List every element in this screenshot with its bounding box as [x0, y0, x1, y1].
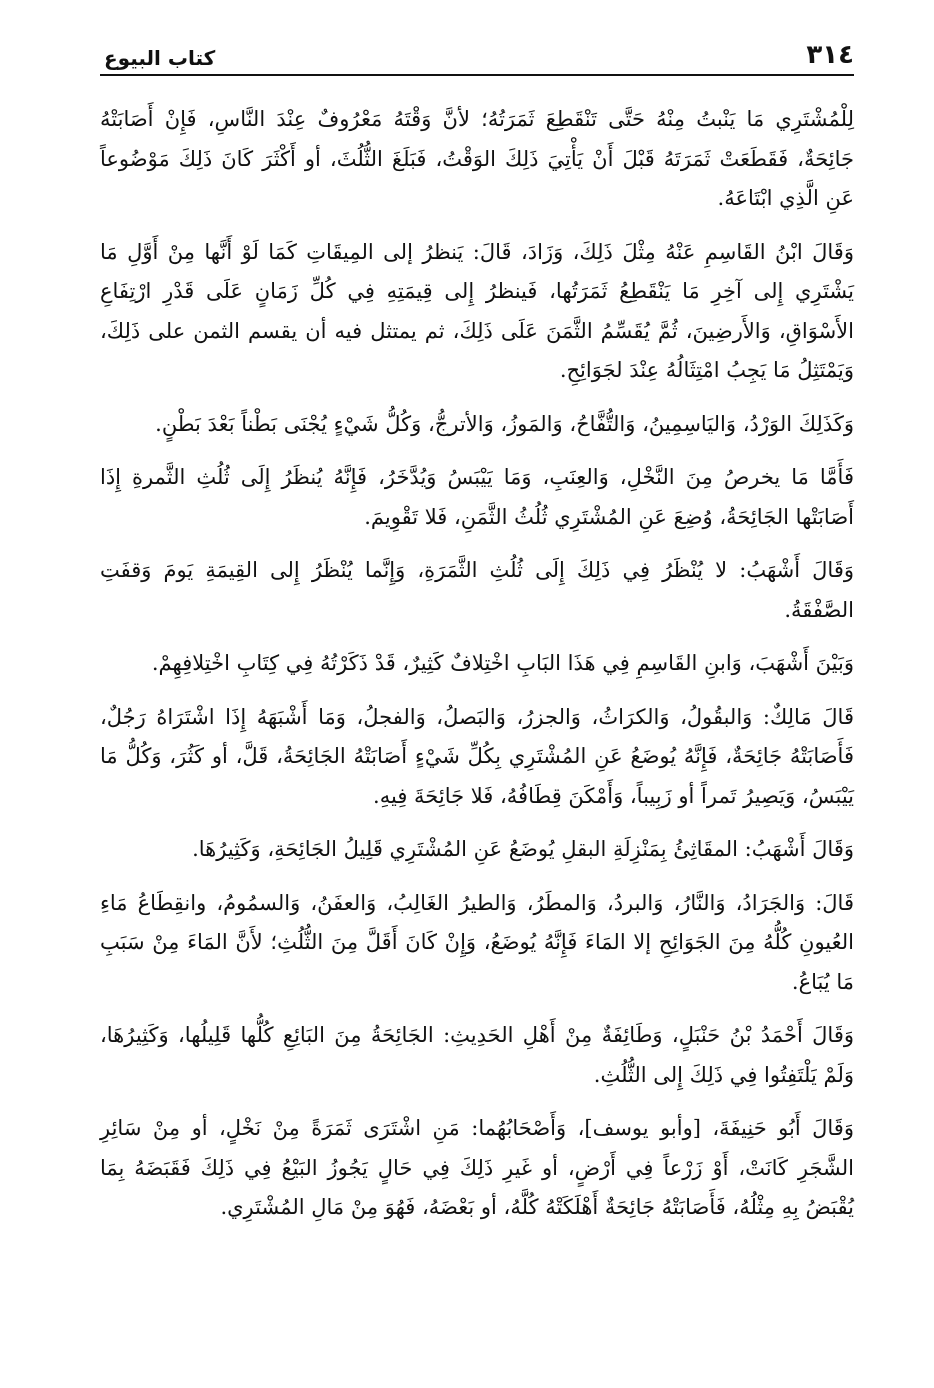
- paragraph: وَقَالَ أَحْمَدُ بْنُ حَنْبَلٍ، وَطَائِفَةٌ مِنْ أَهْلِ الحَدِيثِ: الجَائِحَةُ مِنَ البَائِعِ كُلُّها قَلِيلُها، وَكَثِيرُهَا، وَلَمْ يَلْتَفِتُوا فِي ذَلِكَ إِلى الثُّلُثِ.: [100, 1023, 854, 1087]
- paragraph: وَقَالَ ابْنُ القَاسِمِ عَنْهُ مِثْلَ ذَلِكَ، وَزَادَ، قَالَ: يَنظرُ إلى المِيقَاتِ كَمَا لَوْ أَنَّها مِنْ أَوَّلِ مَا يَشْتَرِي إِلى آخِرِ مَا يَنْقَطِعُ ثَمَرَتُها، فَينظرُ إِلى قِيمَتِهِ فِي كُلِّ زَمَانٍ عَلَى قَدْرِ ارْتِفَاعِ الأَسْوَاقِ، وَالأَرضِينَ، ثُمَّ يُقَسِّمُ الثَّمَنَ عَلَى ذَلِكَ، ثم يمتثل فيه أن يقسم الثمن على ذَلِكَ، وَيَمْتَثِلُ مَا يَجِبُ امْتِثَالُهُ عِنْدَ لجَوَائِحِ.: [100, 239, 854, 382]
- paragraph: وَكَذَلِكَ الوَرْدُ، وَاليَاسِمِينُ، وَالتُّفَّاحُ، وَالمَوزُ، وَالأترجُّ، وَكُلُّ شَيْءٍ يُجْنَى بَطْناً بَعْدَ بَطْنٍ.: [155, 411, 854, 436]
- paragraph: وَقَالَ أَبُو حَنِيفَةَ، [وأبو يوسف]، وَأَصْحَابُهُما: مَنِ اشْتَرَى ثَمَرَةً مِنْ نَخْلٍ، أو مِنْ سَائِرِ الشَّجَرِ كَانَتْ، أَوْ زَرْعاً فِي أَرْضٍ، أو غَيرِ ذَلِكَ فِي حَالٍ يَجُوزُ البَيْعُ فِي ذَلِكَ فَقَبَضَهُ بِمَا يُقْبَضُ بِهِ مِثْلُهُ، فَأَصَابَتْهُ جَائِحَةٌ أَهْلَكَتْهُ كُلَّهُ، أو بَعْضَهُ، فَهُوَ مِنْ مَالِ المُشْتَرِي.: [100, 1116, 854, 1219]
- paragraph: وَقَالَ أَشْهَبُ: المقَاثِئُ بِمَنْزِلَةِ البقلِ يُوضَعُ عَنِ المُشْتَرِي قَلِيلُ الجَائِحَةِ، وَكَثِيرُهَا.: [192, 837, 854, 861]
- paragraph: وَبَيْنَ أَشْهَبَ، وَابنِ القَاسِمِ فِي هَذَا البَابِ اخْتِلافٌ كَثِيرٌ، قَدْ ذَكَرْتُهُ فِي كِتَابِ اخْتِلافِهِمْ.: [151, 651, 854, 675]
- page-body: [100, 100, 854, 1228]
- page-header: [100, 30, 854, 76]
- book-title: كتاب البيوع: [104, 46, 216, 70]
- paragraph: فَأَمَّا مَا يخرصُ مِنَ النَّخْلِ، وَالعِنَبِ، وَمَا يَيْبَسُ وَيُدَّخَرُ، فَإِنَّهُ يُنظَرُ إِلَى ثُلُثِ الثَّمرةِ إِذَا أَصَابَتْها الجَائِحَةُ، وُضِعَ عَنِ المُشْتَرِي ثُلُثُ الثَّمَنِ، فَلا تَقْوِيمَ.: [100, 465, 854, 529]
- paragraph: وَقَالَ أَشْهَبُ: لا يُنْظَرُ فِي ذَلِكَ إِلَى ثُلُثِ الثَّمَرَةِ، وَإِنَّما يُنْظَرُ إِلى القِيمَةِ يَومَ وَقفَتِ الصَّفْقَةُ.: [100, 558, 854, 622]
- paragraph: قَالَ: وَالجَرَادُ، وَالنَّارُ، وَالبردُ، وَالمطَرُ، وَالطيرُ الغَالِبُ، وَالعفَنُ، وَالسمُومُ، وانقِطَاعُ مَاءِ العُيونِ كُلُّهُ مِنَ الجَوَائِحِ إلا المَاءَ فَإِنَّهُ يُوضَعُ، وَإِنْ كَانَ أَقَلَّ مِنَ الثُّلُثِ؛ لأَنَّ المَاءَ مِنْ سَبَبِ مَا يُبَاعُ.: [100, 890, 854, 994]
- paragraph: لِلْمُشْتَرِي مَا يَنْبتُ مِنْهُ حَتَّى تَنْقَطِعَ ثَمَرَتُهُ؛ لأنَّ وَقْتَهُ مَعْرُوفٌ عِنْدَ النَّاسِ، فَإِنْ أَصَابَتْهُ جَائِحَةٌ، فَقَطَعَتْ ثَمَرَتَهُ قَبْلَ أَنْ يَأْتِيَ ذَلِكَ الوَقْتُ، فَبَلَغَ الثُّلُثَ، أو أَكْثَرَ كَانَ ذَلِكَ مَوْضُوعاً عَنِ الَّذِي ابْتَاعَهُ.: [100, 107, 854, 210]
- paragraph: قَالَ مَالِكٌ: وَالبقُولُ، وَالكرَاثُ، وَالجزرُ، وَالبَصلُ، وَالفجلُ، وَمَا أَشْبَهَهُ إِذَا اشْتَرَاهُ رَجُلٌ، فَأَصَابَتْهُ جَائِحَةٌ، فَإِنَّهُ يُوضَعُ عَنِ المُشْتَرِي بِكُلِّ شَيْءٍ أَصَابَتْهُ الجَائِحَةُ، قَلَّ، أو كَثُرَ، وَكُلُّ مَا يَيْبَسُ، وَيَصِيرُ تَمراً أو زَبِيباً، وَأَمْكَنَ قِطَافُهُ، فَلا جَائِحَةَ فِيهِ.: [100, 704, 854, 808]
- page-number: ٣١٤: [806, 40, 854, 70]
